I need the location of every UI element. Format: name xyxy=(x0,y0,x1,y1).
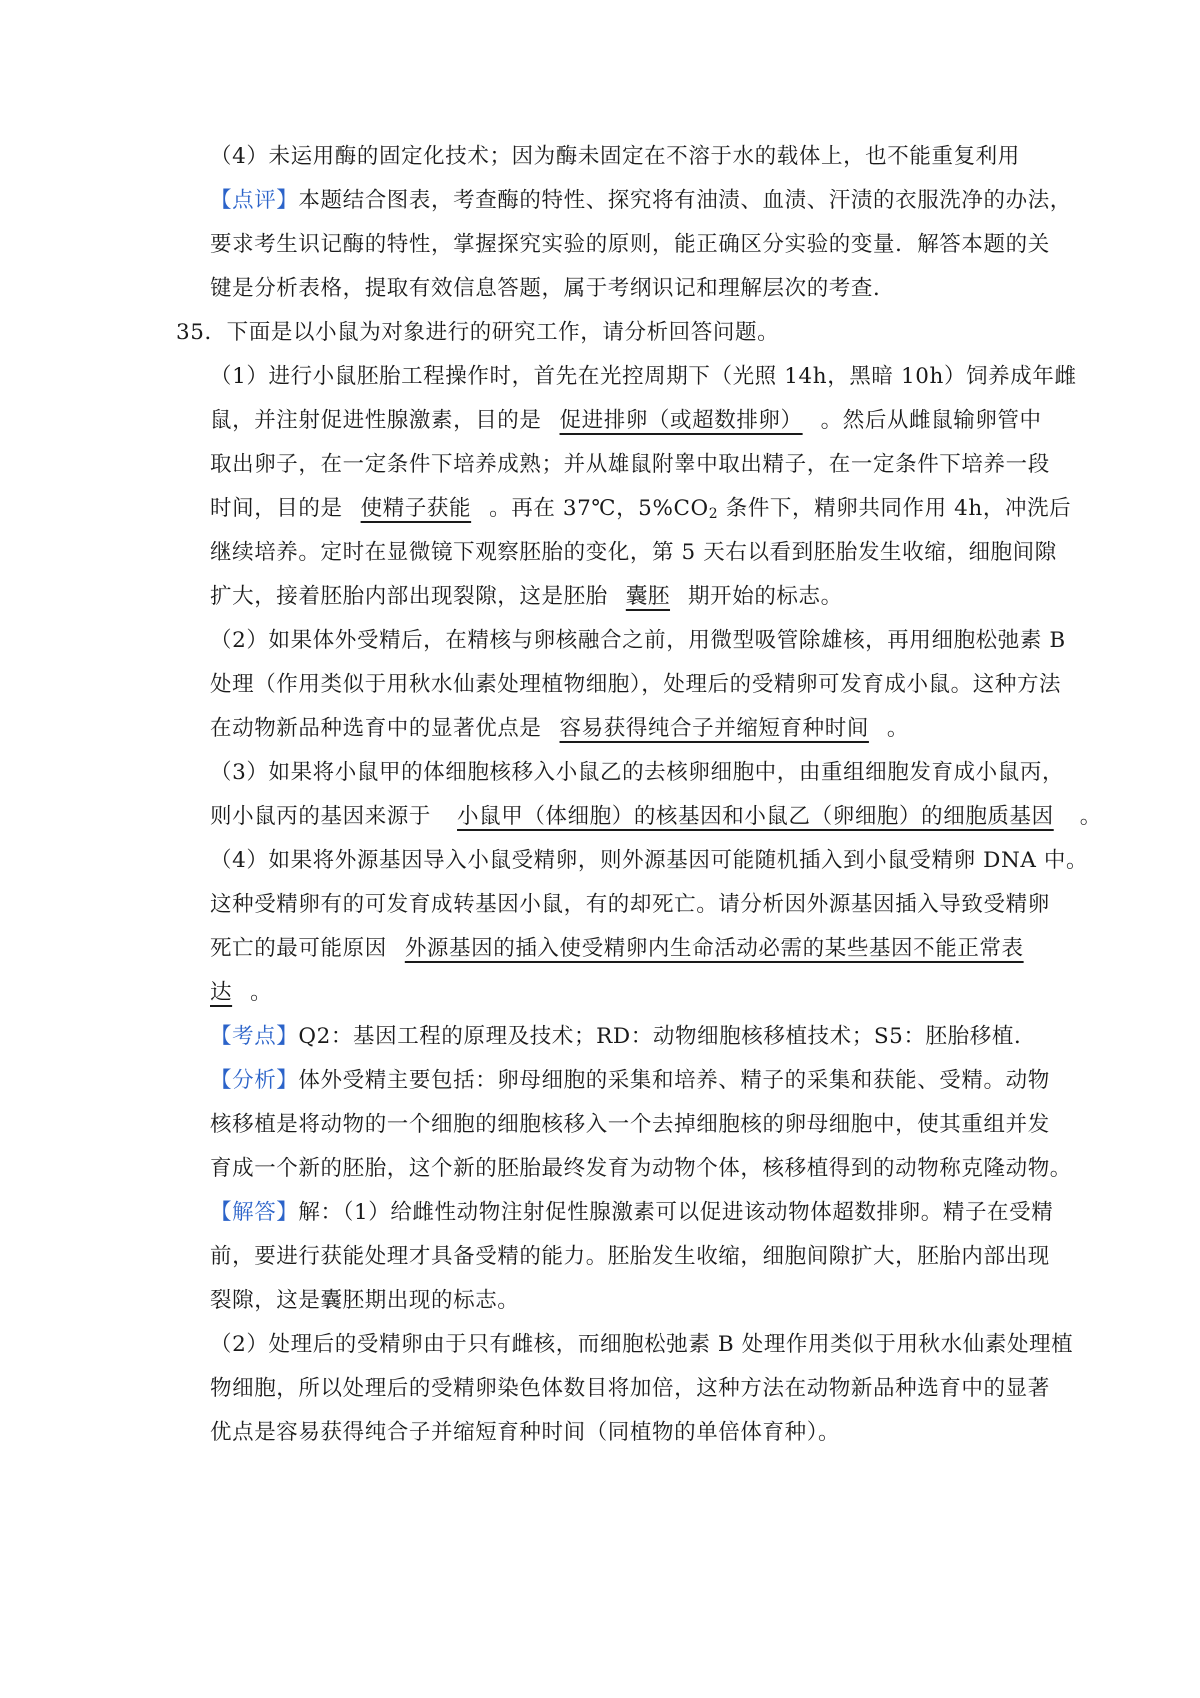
subscript: 2 xyxy=(708,506,719,522)
part4-text: （4）如果将外源基因导入小鼠受精卵，则外源基因可能随机插入到小鼠受精卵 DNA 中。 xyxy=(210,848,1089,873)
answer-blank-text: 外源基因的插入使受精卵内生命活动必需的某些基因不能正常表 xyxy=(404,936,1024,961)
part4-line-4 xyxy=(210,973,272,1013)
question-number: 35． xyxy=(176,320,227,345)
part4-line-2 xyxy=(210,885,1050,925)
part1-line-5 xyxy=(210,533,1057,573)
solution2-line-3 xyxy=(210,1413,840,1453)
part3-text: 。 xyxy=(1079,804,1102,829)
answer-blank-text: 容易获得纯合子并缩短育种时间 xyxy=(559,716,869,741)
answer-blank-text: 小鼠甲（体细胞）的核基因和小鼠乙（卵细胞）的细胞质基因 xyxy=(457,804,1054,829)
part1-line-3 xyxy=(210,445,1050,485)
part4-line-3 xyxy=(210,929,1024,969)
analysis-text: 核移植是将动物的一个细胞的细胞核移入一个去掉细胞核的卵母细胞中，使其重组并发 xyxy=(210,1112,1050,1137)
solution-text: 物细胞，所以处理后的受精卵染色体数目将加倍，这种方法在动物新品种选育中的显著 xyxy=(210,1376,1050,1401)
analysis-line-1 xyxy=(210,1061,1050,1101)
part4-text: 死亡的最可能原因 xyxy=(210,936,387,961)
answer-blank xyxy=(387,936,1024,961)
solution-text: 裂隙，这是囊胚期出现的标志。 xyxy=(210,1288,520,1313)
comment-text: 要求考生识记酶的特性，掌握探究实验的原则，能正确区分实验的变量．解答本题的关 xyxy=(210,232,1050,257)
part1-line-4 xyxy=(210,489,1071,529)
part1-text: 继续培养。定时在显微镜下观察胚胎的变化，第 5 天右以看到胚胎发生收缩，细胞间隙 xyxy=(210,540,1057,565)
solution-text: （2）处理后的受精卵由于只有雌核，而细胞松弛素 B 处理作用类似于用秋水仙素处理植 xyxy=(210,1332,1074,1357)
answer-text: （4）未运用酶的固定化技术；因为酶未固定在不溶于水的载体上，也不能重复利用 xyxy=(210,144,1020,169)
analysis-text: 育成一个新的胚胎，这个新的胚胎最终发育为动物个体，核移植得到的动物称克隆动物。 xyxy=(210,1156,1072,1181)
analysis-text: 体外受精主要包括：卵母细胞的采集和培养、精子的采集和获能、受精。动物 xyxy=(298,1068,1050,1093)
comment-tag: 【点评】 xyxy=(210,188,299,213)
part1-text: （1）进行小鼠胚胎工程操作时，首先在光控周期下（光照 14h，黑暗 10h）饲养成年雌 xyxy=(210,364,1077,389)
comment-text: 本题结合图表，考查酶的特性、探究将有油渍、血渍、汗渍的衣服洗净的办法， xyxy=(298,188,1072,213)
part3-text: （3）如果将小鼠甲的体细胞核移入小鼠乙的去核卵细胞中，由重组细胞发育成小鼠丙， xyxy=(210,760,1065,785)
answer-blank xyxy=(542,716,887,741)
comment-line-1 xyxy=(210,181,1072,221)
part4-text: 。 xyxy=(250,980,273,1005)
part1-text: 期开始的标志。 xyxy=(688,584,843,609)
solution-text: 优点是容易获得纯合子并缩短育种时间（同植物的单倍体育种）。 xyxy=(210,1420,841,1445)
comment-line-2 xyxy=(210,225,1050,265)
part1-line-6 xyxy=(210,577,843,617)
part1-line-2 xyxy=(210,401,1042,441)
part2-line-2 xyxy=(210,665,1061,705)
analysis-line-3 xyxy=(210,1149,1072,1189)
answer-blank-text: 达 xyxy=(210,980,233,1005)
answer-blank xyxy=(542,408,821,433)
knowledge-point-tag: 【考点】 xyxy=(210,1024,299,1049)
question-35-stem xyxy=(176,313,779,353)
solution-line-3 xyxy=(210,1281,519,1321)
solution-text: 前，要进行获能处理才具备受精的能力。胚胎发生收缩，细胞间隙扩大，胚胎内部出现 xyxy=(210,1244,1050,1269)
solution-tag: 【解答】 xyxy=(210,1200,299,1225)
part1-line-1 xyxy=(210,357,1077,397)
question-stem: 下面是以小鼠为对象进行的研究工作，请分析回答问题。 xyxy=(226,320,780,345)
part3-line-1 xyxy=(210,753,1064,793)
answer-blank-text: 囊胚 xyxy=(625,584,671,609)
answer-blank xyxy=(431,804,1080,829)
part4-line-1 xyxy=(210,841,1088,881)
part1-text: 鼠，并注射促进性腺激素，目的是 xyxy=(210,408,542,433)
part1-text: 条件下，精卵共同作用 4h，冲洗后 xyxy=(718,496,1072,521)
part3-line-2 xyxy=(210,797,1102,837)
part1-text: 时间，目的是 xyxy=(210,496,343,521)
solution-line-2 xyxy=(210,1237,1050,1277)
analysis-tag: 【分析】 xyxy=(210,1068,299,1093)
answer-blank-text: 使精子获能 xyxy=(360,496,472,521)
answer-line-4 xyxy=(210,137,1020,177)
knowledge-point-text: Q2：基因工程的原理及技术；RD：动物细胞核移植技术；S5：胚胎移植． xyxy=(298,1024,1037,1049)
part2-line-1 xyxy=(210,621,1066,661)
part2-text: 在动物新品种选育中的显著优点是 xyxy=(210,716,542,741)
part1-text: 。再在 37℃，5%CO xyxy=(489,496,709,521)
part4-text: 这种受精卵有的可发育成转基因小鼠，有的却死亡。请分析因外源基因插入导致受精卵 xyxy=(210,892,1050,917)
part2-text: 处理（作用类似于用秋水仙素处理植物细胞），处理后的受精卵可发育成小鼠。这种方法 xyxy=(210,672,1062,697)
part2-text: （2）如果体外受精后，在精核与卵核融合之前，用微型吸管除雄核，再用细胞松弛素 B xyxy=(210,628,1066,653)
part3-text: 则小鼠丙的基因来源于 xyxy=(210,804,432,829)
answer-blank xyxy=(343,496,490,521)
part2-text: 。 xyxy=(886,716,910,741)
answer-blank-text: 促进排卵（或超数排卵） xyxy=(559,408,803,433)
part1-text: 扩大，接着胚胎内部出现裂隙，这是胚胎 xyxy=(210,584,608,609)
analysis-line-2 xyxy=(210,1105,1050,1145)
knowledge-point-line xyxy=(210,1017,1036,1057)
solution2-line-2 xyxy=(210,1369,1050,1409)
part2-line-3 xyxy=(210,709,909,749)
comment-text: 键是分析表格，提取有效信息答题，属于考纲识记和理解层次的考查． xyxy=(210,276,896,301)
comment-line-3 xyxy=(210,269,895,309)
solution2-line-1 xyxy=(210,1325,1073,1365)
part1-text: 取出卵子，在一定条件下培养成熟；并从雄鼠附睾中取出精子，在一定条件下培养一段 xyxy=(210,452,1050,477)
solution-line-1 xyxy=(210,1193,1053,1233)
solution-text: 解：（1）给雌性动物注射促性腺激素可以促进该动物体超数排卵。精子在受精 xyxy=(298,1200,1054,1225)
answer-blank xyxy=(608,584,688,609)
answer-blank xyxy=(210,980,250,1005)
part1-text: 。然后从雌鼠输卵管中 xyxy=(820,408,1042,433)
